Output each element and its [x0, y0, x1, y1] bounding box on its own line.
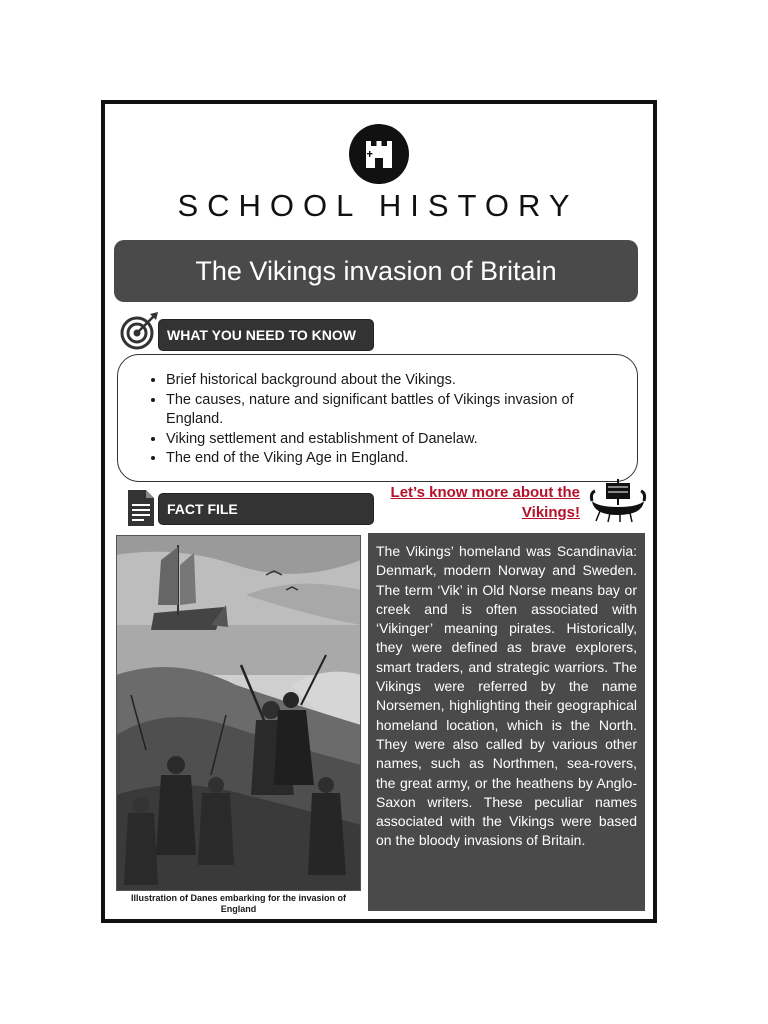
viking-ship-icon	[588, 475, 648, 525]
fact-file-body: The Vikings’ homeland was Scandinavia: Denmark, modern Norway and Sweden. The term ‘Vik’ in Old Norse means bay or creek and is often associated with ‘Vikinger’ meaning pirates. Historically, they were defined as brave explorers, smart traders, and strategic warriors. The Vikings were referred by the name Norsemen, highlighting their geographical homeland location, which is the North. They were also called by various other names, such as Northmen, sea-rovers, the great army, or the heathens by Anglo-Saxon writers. These peculiar names associated with the Vikings were based on the bloody invasions of Britain.	[376, 543, 637, 849]
fact-file-label: FACT FILE	[159, 494, 373, 524]
know-more-link[interactable]: Let’s know more about the Vikings!	[390, 484, 580, 521]
page-title: The Vikings invasion of Britain	[114, 240, 638, 302]
list-item: • Viking settlement and establishment of Danelaw.	[166, 430, 607, 450]
fact-file-text-box	[368, 533, 645, 911]
list-item: • Brief historical background about the Vikings.	[166, 371, 607, 391]
danes-illustration	[116, 535, 361, 891]
what-you-need-to-know-label: WHAT YOU NEED TO KNOW	[159, 320, 373, 350]
need-to-know-list	[118, 355, 637, 469]
list-item: • The causes, nature and significant battles of Vikings invasion of England.	[166, 391, 607, 430]
target-icon	[118, 310, 160, 352]
need-to-know-box	[117, 354, 638, 482]
brand-name: SCHOOL HISTORY	[177, 188, 579, 223]
document-icon	[127, 489, 155, 527]
castle-icon	[349, 124, 409, 184]
list-item: • The end of the Viking Age in England.	[166, 449, 607, 469]
image-caption: Illustration of Danes embarking for the invasion of England	[130, 893, 347, 914]
